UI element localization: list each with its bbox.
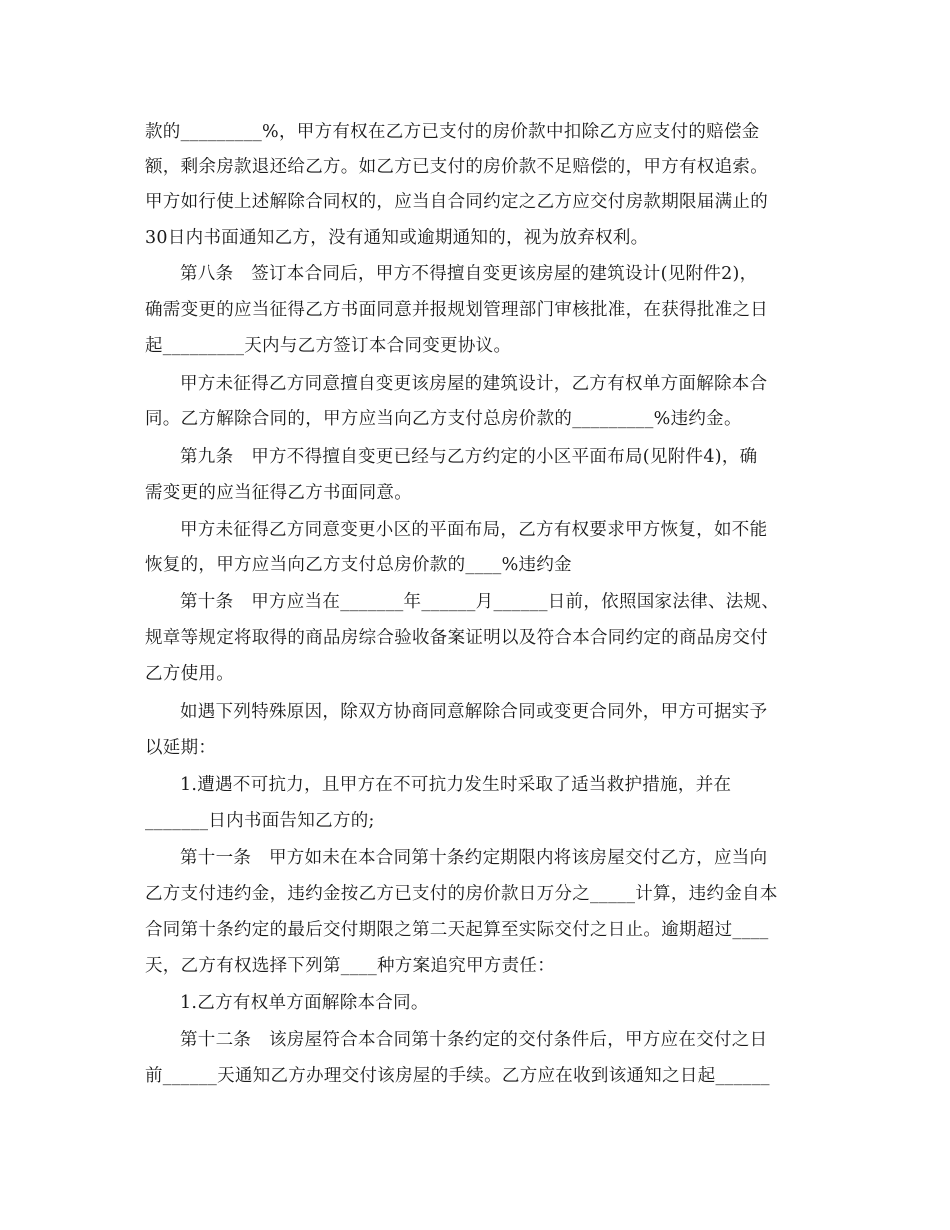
text-line: 以延期： [145, 738, 217, 758]
text-line: 如遇下列特殊原因，除双方协商同意解除合同或变更合同外，甲方可据实予 [180, 702, 768, 722]
text-line: 同。乙方解除合同的，甲方应当向乙方支付总房价款的_________%违约金。 [145, 409, 742, 429]
article-11-heading-line: 第十一条 甲方如未在本合同第十条约定期限内将该房屋交付乙方，应当向 [180, 848, 768, 868]
text-line: 甲方如行使上述解除合同权的，应当自合同约定之乙方应交付房款期限届满止的 [145, 192, 768, 212]
text-line: 前______天通知乙方办理交付该房屋的手续。乙方应在收到该通知之日起______ [145, 1066, 770, 1086]
text-line: _______日内书面告知乙方的; [145, 811, 375, 831]
text-line: 额，剩余房款退还给乙方。如乙方已支付的房价款不足赔偿的，甲方有权追索。 [145, 157, 768, 177]
text-line: 需变更的应当征得乙方书面同意。 [145, 483, 412, 503]
text-line: 规章等规定将取得的商品房综合验收备案证明以及符合本合同约定的商品房交付 [145, 628, 768, 648]
list-item: 1.乙方有权单方面解除本合同。 [180, 993, 429, 1013]
article-8-heading-line: 第八条 签订本合同后，甲方不得擅自变更该房屋的建筑设计(见附件2)， [180, 264, 758, 284]
text-line: 合同第十条约定的最后交付期限之第二天起算至实际交付之日止。逾期超过____ [145, 920, 769, 940]
text-line: 恢复的，甲方应当向乙方支付总房价款的____%违约金 [145, 555, 572, 575]
text-line: 乙方支付违约金，违约金按乙方已支付的房价款日万分之_____计算，违约金自本 [145, 884, 778, 904]
list-item: 1.遭遇不可抗力，且甲方在不可抗力发生时采取了适当救护措施，并在 [180, 775, 732, 795]
text-line: 确需变更的应当征得乙方书面同意并报规划管理部门审核批准，在获得批准之日 [145, 300, 768, 320]
text-line: 甲方未征得乙方同意变更小区的平面布局，乙方有权要求甲方恢复，如不能 [180, 520, 768, 540]
text-line: 乙方使用。 [145, 664, 234, 684]
text-line: 30日内书面通知乙方，没有通知或逾期通知的，视为放弃权利。 [145, 228, 649, 248]
text-line: 甲方未征得乙方同意擅自变更该房屋的建筑设计，乙方有权单方面解除本合 [180, 374, 768, 394]
text-line: 起_________天内与乙方签订本合同变更协议。 [145, 336, 512, 356]
article-9-heading-line: 第九条 甲方不得擅自变更已经与乙方约定的小区平面布局(见附件4)，确 [180, 447, 758, 467]
text-line: 款的_________%，甲方有权在乙方已支付的房价款中扣除乙方应支付的赔偿金 [145, 122, 760, 142]
text-line: 天，乙方有权选择下列第____种方案追究甲方责任： [145, 956, 555, 976]
article-10-heading-line: 第十条 甲方应当在_______年______月______日前，依照国家法律、法规、 [180, 592, 780, 612]
article-12-heading-line: 第十二条 该房屋符合本合同第十条约定的交付条件后，甲方应在交付之日 [180, 1030, 768, 1050]
